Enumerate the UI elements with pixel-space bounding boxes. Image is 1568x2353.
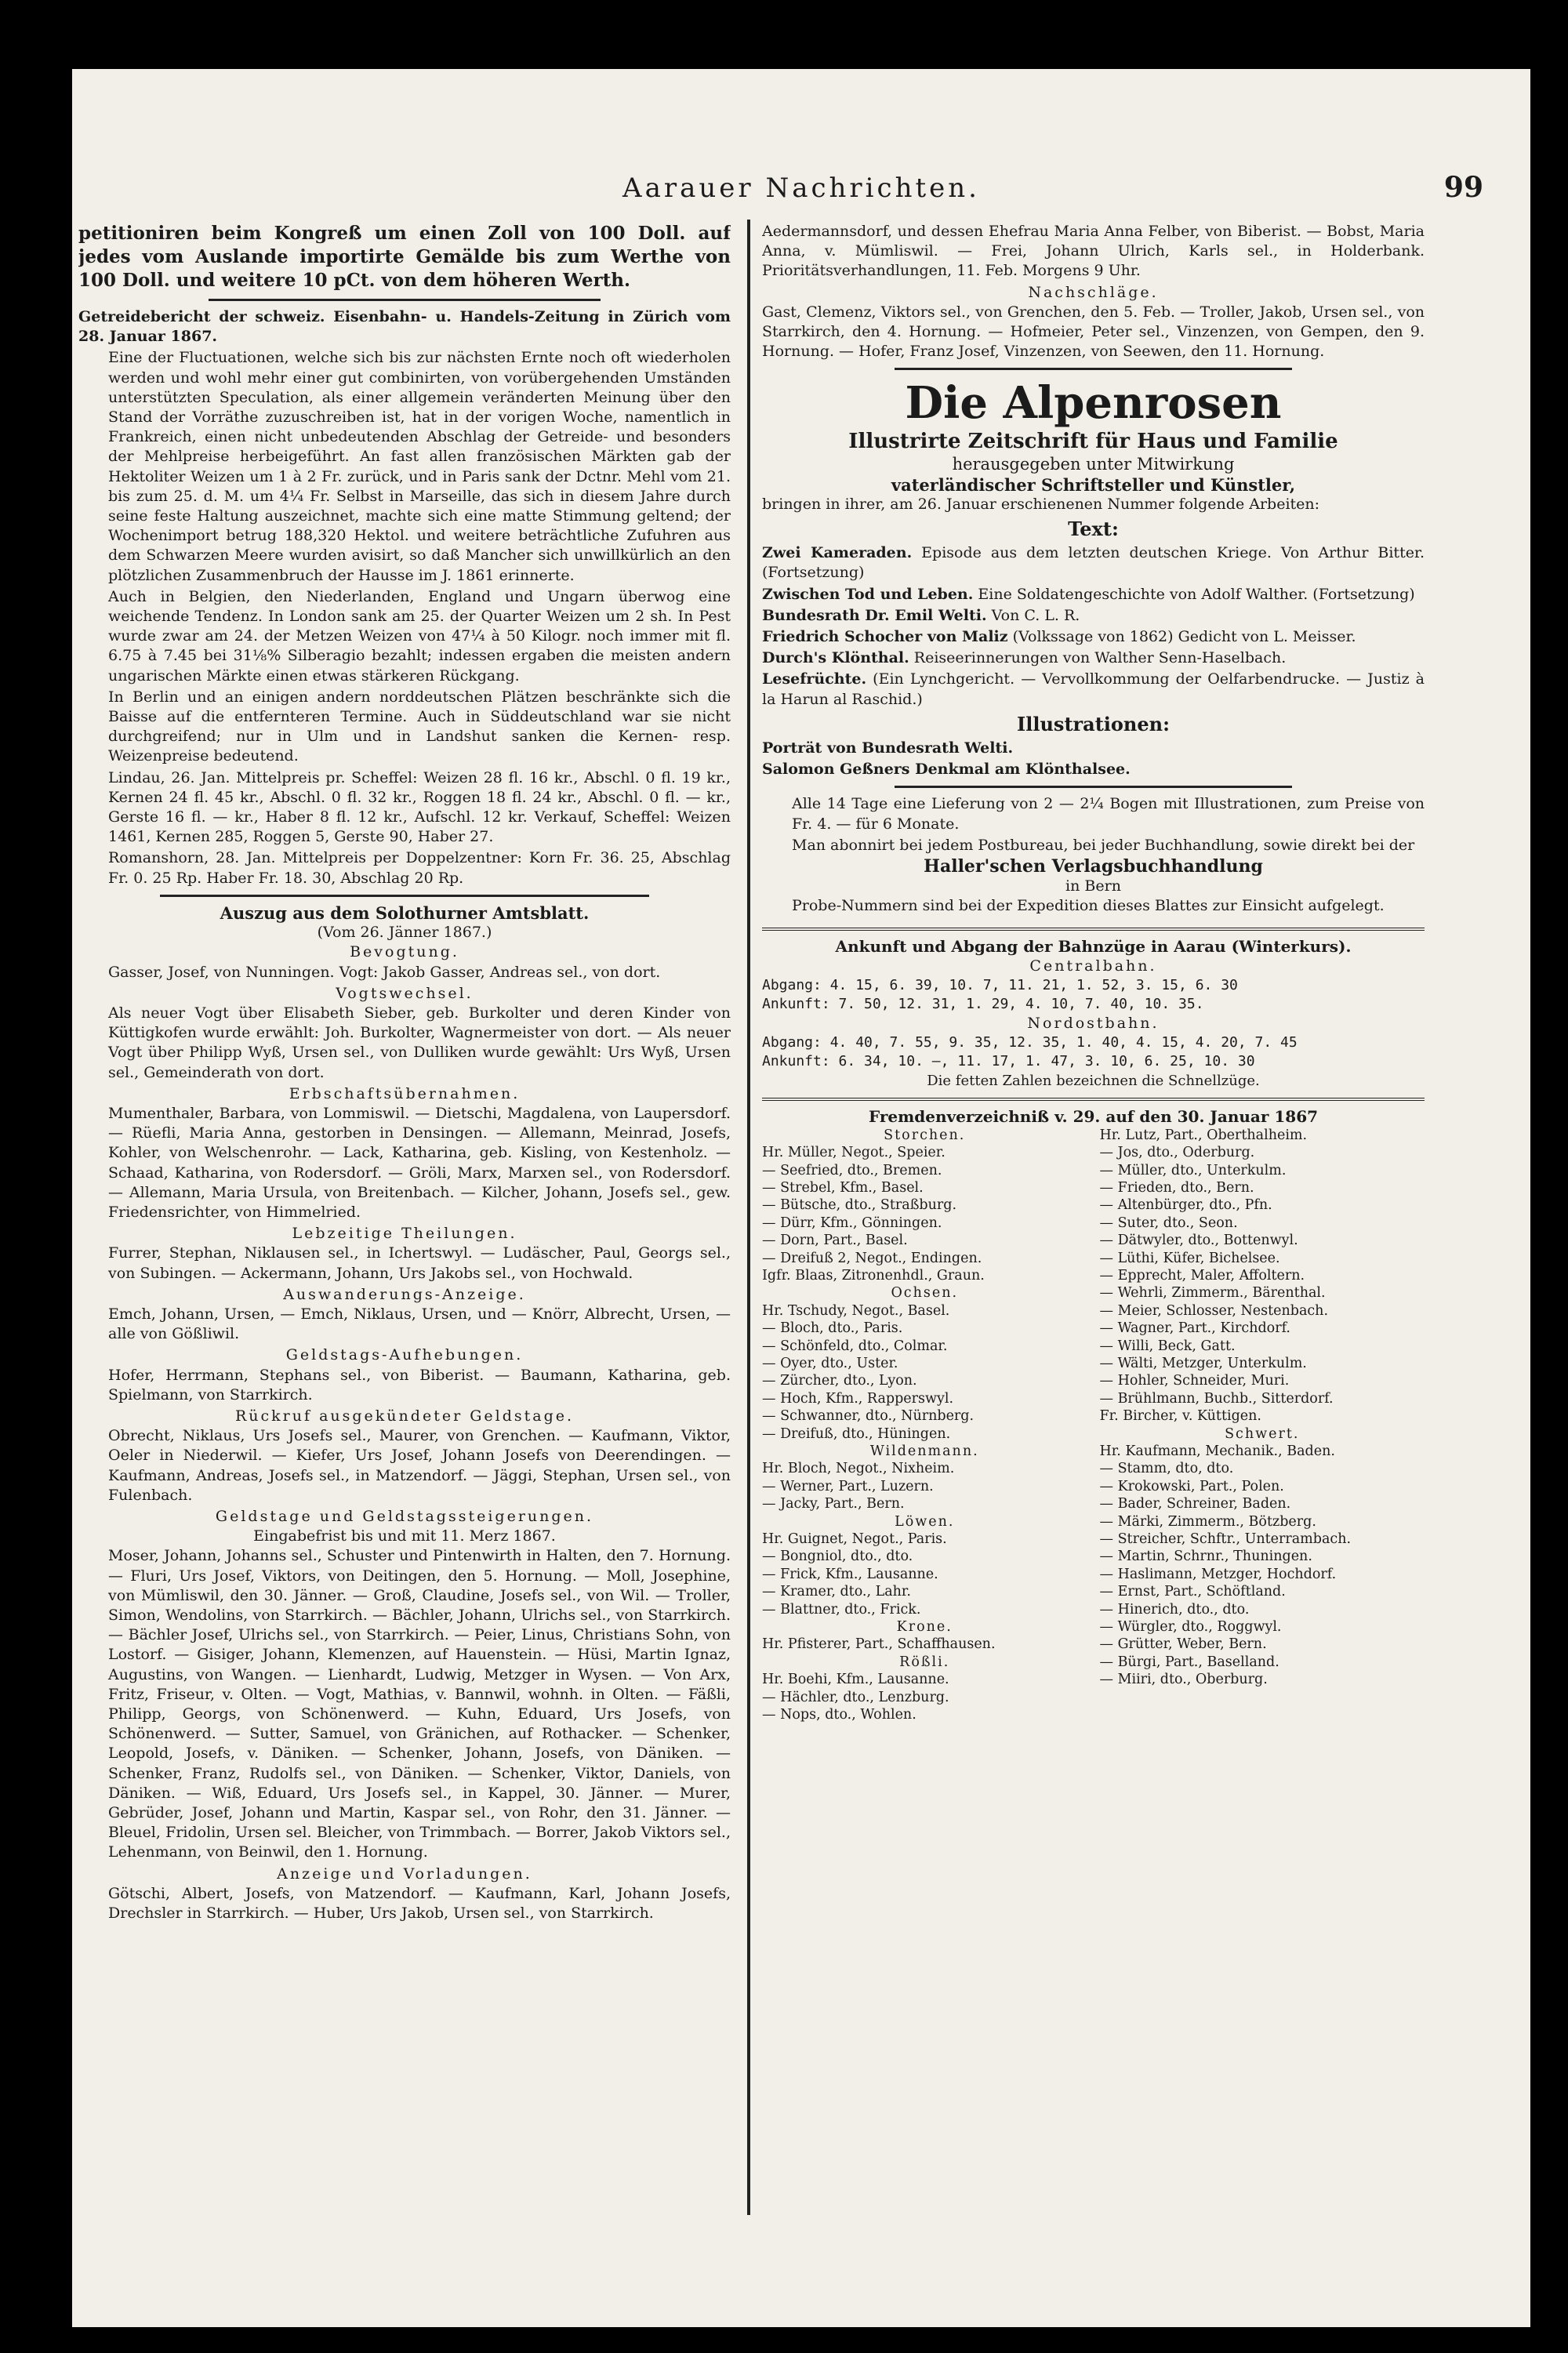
market-price-paragraph: Lindau, 26. Jan. Mittelpreis pr. Scheffel: Weizen 28 fl. 16 kr., Abschl. 0 fl. 19 kr., Kernen 24 fl. 45 kr., Abschl. 0 fl. 32 kr., Roggen 18 fl. 24 kr., Abschl. 0 fl. — kr., Gerste 16 fl. — kr., Haber 8 fl. 12 kr., Aufschl. 12 kr. Verkauf, Scheffel: Weizen 1461, Kernen 285, Roggen 5, Gerste 90, Haber 27. [108,768,731,846]
alpenrosen-item-text: Episode aus dem letzten deutschen Kriege. Von Arthur Bitter. (Fortsetzung) [762,544,1425,582]
guest-entry: — Wagner, Part., Kirchdorf. [1099,1320,1290,1337]
guest-entry: Hr. Bloch, Negot., Nixheim. [762,1461,955,1477]
left-column [78,222,731,1925]
section-text: Gasser, Josef, von Nunningen. Vogt: Jakob Gasser, Andreas sel., von dort. [108,963,661,981]
guest-entry: — Frieden, dto., Bern. [1099,1179,1254,1196]
alpenrosen-item [762,648,1425,668]
guest-entry: — Schönfeld, dto., Colmar. [762,1338,948,1354]
divider-rule [895,368,1292,370]
guest-entry: Hr. Kaufmann, Mechanik., Baden. [1099,1443,1335,1460]
section-heading: Auswanderungs-Anzeige. [283,1285,526,1303]
column-divider [747,220,750,2215]
guest-entry: — Streicher, Schftr., Unterrambach. [1099,1531,1352,1548]
section-heading: Geldstags-Aufhebungen. [285,1346,524,1364]
guest-entry: — Suter, dto., Seon. [1099,1215,1238,1231]
guest-entry: — Müller, dto., Unterkulm. [1099,1162,1287,1178]
guest-entry: — Willi, Beck, Gatt. [1099,1338,1236,1354]
divider-rule [762,1098,1425,1101]
arrival-label: Ankunft: [762,996,830,1013]
section-heading: Anzeige und Vorladungen. [277,1865,532,1883]
guest-entry: Fr. Bircher, v. Küttigen. [1099,1408,1261,1425]
guest-entry: — Zürcher, dto., Lyon. [762,1373,917,1389]
departure-label: Abgang: [762,977,822,994]
guest-entry: — Wehrli, Zimmerm., Bärenthal. [1099,1285,1326,1302]
alpenrosen-illustrations [762,739,1425,779]
guest-entry: — Hohler, Schneider, Muri. [1099,1373,1290,1389]
guest-entry: — Seefried, dto., Bremen. [762,1162,942,1178]
section-text: Hofer, Herrmann, Stephans sel., von Biberist. — Baumann, Katharina, geb. Spielmann, von Starrkirch. [108,1366,731,1403]
alpenrosen-item [762,585,1425,605]
guest-entry: — Würgler, dto., Roggwyl. [1099,1619,1282,1636]
guest-entry: — Frick, Kfm., Lausanne. [762,1566,938,1582]
guest-entry: — Hächler, dto., Lenzburg. [762,1689,949,1705]
guest-entry: — Altenbürger, dto., Pfn. [1099,1197,1272,1214]
guest-entry: — Bongniol, dto., dto. [762,1549,913,1565]
guest-entry: Hr. Tschudy, Negot., Basel. [762,1302,950,1319]
alpenrosen-subtitle: Illustrirte Zeitschrift für Haus und Familie [848,430,1338,454]
alpenrosen-item-text: (Ein Lynchgericht. — Vervollkommung der Oelfarbendrucke. — Justiz à la Harun al Raschid.) [762,670,1425,708]
page-header [72,172,1530,212]
guest-entry: Hr. Boehi, Kfm., Lausanne. [762,1672,949,1688]
alpenrosen-items [762,543,1425,710]
market-prices [78,768,731,888]
guest-entry: — Hinerich, dto., dto. [1099,1601,1250,1618]
guest-entry: — Märki, Zimmerm., Bötzberg. [1099,1513,1316,1530]
alpenrosen-text-heading: Text: [1068,517,1119,541]
guest-entry: — Epprecht, Maler, Affoltern. [1099,1267,1305,1284]
divider-rule [762,928,1425,931]
alpenrosen-item-title: Zwischen Tod und Leben. [762,585,974,603]
hotel-name: Schwert. [1225,1425,1300,1442]
alpenrosen-illustration: Porträt von Bundesrath Welti. [762,739,1014,757]
guest-entry: — Bloch, dto., Paris. [762,1320,903,1337]
intro-paragraph: petitioniren beim Kongreß um einen Zoll von 100 Doll. auf jedes vom Auslande importirte Gemälde bis zum Werthe von 100 Doll. und weitere 10 pCt. von dem höheren Werth. [78,223,731,291]
section-heading: Lebzeitige Theilungen. [292,1225,517,1243]
section-text: Obrecht, Niklaus, Urs Josefs sel., Maurer, von Grenchen. — Kaufmann, Viktor, Oeler in Niederwil. — Kiefer, Urs Josef, Johann Josefs von Deerendingen. — Kaufmann, Andreas, Josefs sel., in Matzendorf. — Jäggi, Stephan, Ursen sel., von Fulenbach. [108,1427,731,1504]
grain-report-paragraph: Eine der Fluctuationen, welche sich bis zur nächsten Ernte noch oft wiederholen werden und wohl mehr einer gut combinirten, von vorübergehenden Umständen unterstützten Speculation, als einer allgemein veränderten Meinung über den Stand der Vorräthe zuzuschreiben ist, hat in der vorigen Woche, namentlich in Frankreich, einen nicht unbedeutenden Abschlag der Getreide- und besonders der Mehlpreise herbeigeführt. An fast allen französischen Märkten gab der Hektoliter Weizen um 1 à 2 Fr. zurück, und in Paris sank der Dctnr. Mehl vom 21. bis zum 25. d. M. um 4¼ Fr. Selbst in Marseille, das sich in diesem Jahre durch seine feste Haltung auszeichnet, machte sich eine matte Stimmung geltend; der Wochenimport betrug 188,320 Hektol. und weitere beträchtliche Zufuhren aus dem Schwarzen Meere wurden avisirt, so daß Mancher sich unwillkürlich an den plötzlichen Zusammenbruch der Hausse im J. 1861 erinnerte. [108,349,731,584]
guest-entry: — Haslimann, Metzger, Hochdorf. [1099,1566,1337,1582]
alpenrosen-advertisement [762,378,1425,916]
right-column [762,222,1425,1724]
alpenrosen-illustration: Salomon Geßners Denkmal am Klönthalsee. [762,761,1131,779]
departure-row [762,1033,1425,1052]
alpenrosen-para3: Probe-Nummern sind bei der Expedition dieses Blattes zur Einsicht aufgelegt. [792,897,1385,915]
guest-entry: — Dreifuß, dto., Hüningen. [762,1425,951,1442]
arrival-times: 7. 50, 12. 31, 1. 29, 4. 10, 7. 40, 10. 35. [838,996,1204,1013]
guest-entry: — Bürgi, Part., Baselland. [1099,1654,1279,1670]
guest-entry: — Grütter, Weber, Bern. [1099,1636,1267,1653]
guest-entry: — Jacky, Part., Bern. [762,1496,905,1512]
page-number: 99 [1443,171,1483,204]
hotel-name: Krone. [896,1619,953,1636]
alpenrosen-illus-heading: Illustrationen: [1017,712,1170,735]
departure-row [762,976,1425,995]
alpenrosen-publisher: Haller'schen Verlagsbuchhandlung [924,856,1263,877]
section-subheading: Eingabefrist bis und mit 11. Merz 1867. [253,1527,556,1545]
guest-entry: — Hoch, Kfm., Rapperswyl. [762,1390,954,1407]
guest-entry: Hr. Lutz, Part., Oberthalheim. [1099,1127,1308,1143]
guest-list-title: Fremdenverzeichniß v. 29. auf den 30. Januar 1867 [868,1106,1319,1126]
alpenrosen-city: in Bern [1065,877,1121,895]
hotel-name: Löwen. [895,1513,955,1530]
section-text: Als neuer Vogt über Elisabeth Sieber, geb. Burkolter und deren Kinder von Küttigkofen wurde erwählt: Joh. Burkolter, Wagnermeister von dort. — Als neuer Vogt über Philipp Wyß, Ursen sel., von Dulliken wurde gewählt: Urs Wyß, Ursen sel., Gemeinderath von dort. [108,1004,731,1081]
section-text: Mumenthaler, Barbara, von Lommiswil. — Dietschi, Magdalena, von Laupersdorf. — Rüefli, Maria Anna, gestorben in Densingen. — Allemann, Meinrad, Josefs, Kohler, von Welschenrohr. — Lack, Katharina, geb. Kisling, von Kestenholz. — Schaad, Katharina, von Rodersdorf. — Gröli, Marx, Marxen sel., von Rodersdorf. — Allemann, Maria Ursula, von Breitenbach. — Kilcher, Johann, Josefs sel., gew. Friedensrichter, von Himmelried. [108,1104,731,1221]
guest-entry: — Strebel, Kfm., Basel. [762,1179,924,1196]
grain-report-body [78,348,731,766]
guest-entry: — Meier, Schlosser, Nestenbach. [1099,1302,1329,1319]
alpenrosen-item [762,543,1425,583]
guest-list [762,1127,1425,1724]
guest-list-column-2 [1100,1127,1425,1724]
guest-entry: — Dreifuß 2, Negot., Endingen. [762,1250,982,1266]
guest-entry: — Dürr, Kfm., Gönningen. [762,1215,942,1231]
hotel-name: Rößli. [899,1654,950,1670]
amtsblatt-title: Auszug aus dem Solothurner Amtsblatt. [220,902,590,923]
guest-entry: — Wälti, Metzger, Unterkulm. [1099,1355,1307,1371]
alpenrosen-para1: Alle 14 Tage eine Lieferung von 2 — 2¼ Bogen mit Illustrationen, zum Preise von Fr. 4. — für 6 Monate. [792,795,1425,833]
section-heading: Erbschaftsübernahmen. [289,1084,521,1102]
section-heading: Bevogtung. [350,943,459,961]
alpenrosen-item [762,627,1425,647]
guest-entry: — Nops, dto., Wohlen. [762,1707,916,1723]
divider-rule [895,786,1292,788]
guest-entry: — Kramer, dto., Lahr. [762,1584,911,1600]
guest-entry: — Jos, dto., Oderburg. [1099,1145,1255,1161]
alpenrosen-item [762,670,1425,709]
guest-entry: Hr. Müller, Negot., Speier. [762,1145,946,1161]
hotel-name: Wildenmann. [869,1443,979,1460]
alpenrosen-line1: herausgegeben unter Mitwirkung [952,455,1235,474]
guest-entry: — Martin, Schrnr., Thuningen. [1099,1549,1312,1565]
guest-entry: Hr. Pfisterer, Part., Schaffhausen. [762,1636,996,1653]
departure-times: 4. 40, 7. 55, 9. 35, 12. 35, 1. 40, 4. 15, 4. 20, 7. 45 [829,1034,1298,1051]
guest-entry: — Lüthi, Küfer, Bichelsee. [1099,1250,1280,1266]
alpenrosen-line3: bringen in ihrer, am 26. Januar erschienenen Nummer folgende Arbeiten: [762,495,1320,513]
guest-entry: — Ernst, Part., Schöftland. [1099,1584,1286,1600]
section-text: Furrer, Stephan, Niklausen sel., in Ichertswyl. — Ludäscher, Paul, Georgs sel., von Subingen. — Ackermann, Johann, Urs Jakobs sel., von Hochwald. [108,1244,731,1282]
railway-name: Nordostbahn. [1027,1015,1160,1033]
train-schedule-note: Die fetten Zahlen bezeichnen die Schnellzüge. [927,1073,1260,1090]
newspaper-page [72,69,1530,2327]
guest-entry: Hr. Guignet, Negot., Paris. [762,1531,947,1548]
newspaper-title: Aarauer Nachrichten. [622,172,980,204]
alpenrosen-item-title: Durch's Klönthal. [762,649,909,667]
guest-entry: — Dorn, Part., Basel. [762,1233,908,1249]
hotel-name: Ochsen. [891,1285,959,1302]
alpenrosen-item-title: Lesefrüchte. [762,670,867,688]
alpenrosen-item-text: (Volkssage von 1862) Gedicht von L. Meisser. [1007,628,1356,646]
alpenrosen-title: Die Alpenrosen [905,377,1282,430]
alpenrosen-item-text: Eine Soldatengeschichte von Adolf Walther. (Fortsetzung) [973,585,1415,603]
alpenrosen-para2: Man abonnirt bei jedem Postbureau, bei jeder Buchhandlung, sowie direkt bei der [792,836,1415,854]
guest-entry: — Miiri, dto., Oberburg. [1099,1672,1268,1688]
alpenrosen-item-title: Zwei Kameraden. [762,544,913,562]
departure-times: 4. 15, 6. 39, 10. 7, 11. 21, 1. 52, 3. 15, 6. 30 [829,977,1238,994]
departure-label: Abgang: [762,1034,822,1051]
railway-name: Centralbahn. [1029,957,1157,975]
alpenrosen-item-title: Bundesrath Dr. Emil Welti. [762,606,987,624]
guest-entry: — Brühlmann, Buchb., Sitterdorf. [1099,1390,1334,1407]
amtsblatt-sections [78,942,731,1923]
section-text: Götschi, Albert, Josefs, von Matzendorf. — Kaufmann, Karl, Johann Josefs, Drechsler in Starrkirch. — Huber, Urs Jakob, Ursen sel., von Starrkirch. [108,1884,731,1923]
alpenrosen-item-text: Reiseerinnerungen von Walther Senn-Haselbach. [909,649,1287,667]
alpenrosen-line2: vaterländischer Schriftsteller und Künstler, [891,474,1296,495]
arrival-row [762,995,1425,1014]
alpenrosen-item-text: Von C. L. R. [986,606,1080,624]
guest-list-column-1 [762,1127,1087,1724]
section-heading: Vogtswechsel. [336,984,474,1002]
grain-report-heading: Getreidebericht der schweiz. Eisenbahn- u. Handels-Zeitung in Zürich vom 28. Januar 1867. [78,308,731,346]
section-text: Moser, Johann, Johanns sel., Schuster und Pintenwirth in Halten, den 7. Hornung. — Fluri, Urs Josef, Viktors, von Deitingen, den 5. Hornung. — Moll, Josephine, von Mümliswil, den 30. Jänner. — Groß, Claudine, Josefs sel., von Wil. — Troller, Simon, Wendolins, von Starrkirch. — Bächler, Johann, Ulrichs sel., von Starrkirch. — Bächler Josef, Ulrichs sel., von Starrkirch. — Peier, Linus, Christians Sohn, von Lostorf. — Gisiger, Johann, Klemenzen, auf Hauenstein. — Hüsi, Martin Ignaz, Augustins, von Wangen. — Lienhardt, Ludwig, Metzger in Wysen. — Von Arx, Fritz, Friseur, v. Olten. — Vogt, Mathias, v. Bannwil, wohnh. in Olten. — Fäßli, Philipp, Georgs, von Schönenwerd. — Kuhn, Eduard, Urs Josefs, von Schönenwerd. — Sutter, Samuel, von Gränichen, auf Rothacker. — Schenker, Leopold, Josefs, v. Däniken. — Schenker, Johann, Josefs, von Däniken. — Schenker, Franz, Rudolfs sel., von Däniken. — Schenker, Viktor, Daniels, von Däniken. — Wiß, Eduard, Urs Josefs sel., in Kappel, 30. Jänner. — Murer, Gebrüder, Josef, Johann und Martin, Kaspar sel., von Rohr, den 31. Jänner. — Bleuel, Fridolin, Ursen sel. Bleicher, von Trimmbach. — Borrer, Jakob Viktors sel., Lehenmann, von Beinwil, den 1. Hornung. [108,1547,731,1861]
guest-entry: — Stamm, dto, dto. [1099,1461,1234,1477]
guest-entry: — Blattner, dto., Frick. [762,1601,921,1618]
section-heading: Rückruf ausgekündeter Geldstage. [234,1407,575,1425]
amtsblatt-date: (Vom 26. Jänner 1867.) [317,924,492,942]
hotel-name: Storchen. [884,1127,966,1143]
guest-entry: — Bader, Schreiner, Baden. [1099,1496,1291,1512]
guest-entry: Igfr. Blaas, Zitronenhdl., Graun. [762,1267,985,1284]
grain-report-paragraph: Auch in Belgien, den Niederlanden, England und Ungarn überwog eine weichende Tendenz. In London sank am 25. der Quarter Weizen um 2 sh. In Pest wurde zwar am 24. der Metzen Weizen von 47¼ à 50 Kilogr. noch immer mit fl. 6.75 à 7.45 bei 31⅛% Silberagio bezahlt; indessen ergaben die meisten andern ungarischen Märkte einen etwas stärkeren Rückgang. [108,587,731,684]
guest-entry: — Schwanner, dto., Nürnberg. [762,1408,975,1425]
nachschlaege-title: Nachschläge. [1028,283,1159,301]
continued-paragraph: Aedermannsdorf, und dessen Ehefrau Maria Anna Felber, von Biberist. — Bobst, Maria Anna, v. Mümliswil. — Frei, Johann Ulrich, Karls sel., in Holderbank. Prioritätsverhandlungen, 11. Feb. Morgens 9 Uhr. [762,223,1425,280]
guest-entry: — Krokowski, Part., Polen. [1099,1478,1284,1494]
section-text: Emch, Johann, Ursen, — Emch, Niklaus, Ursen, und — Knörr, Albrecht, Ursen, — alle von Gößliwil. [108,1305,731,1343]
guest-entry: — Oyer, dto., Uster. [762,1355,898,1371]
nachschlaege-text: Gast, Clemenz, Viktors sel., von Grenchen, den 5. Feb. — Troller, Jakob, Ursen sel., von Starrkirch, den 4. Hornung. — Hofmeier, Peter sel., Vinzenzen, von Gempen, den 9. Hornung. — Hofer, Franz Josef, Vinzenzen, von Seewen, den 11. Hornung. [762,303,1425,361]
grain-report-paragraph: In Berlin und an einigen andern norddeutschen Plätzen beschränkte sich die Baisse auf die entfernteren Termine. Auch in Süddeutschland war sie nicht durchgreifend; nur in Ulm und in Landshut sanken die Kernen- resp. Weizenpreise bedeutend. [108,688,731,765]
market-price-paragraph: Romanshorn, 28. Jan. Mittelpreis per Doppelzentner: Korn Fr. 36. 25, Abschlag Fr. 0. 25 Rp. Haber Fr. 18. 30, Abschlag 20 Rp. [108,849,731,887]
arrival-row [762,1052,1425,1071]
guest-entry: — Bütsche, dto., Straßburg. [762,1197,957,1214]
guest-entry: — Werner, Part., Luzern. [762,1478,934,1494]
arrival-times: 6. 34, 10. —, 11. 17, 1. 47, 3. 10, 6. 25, 10. 30 [838,1053,1255,1070]
divider-rule [209,299,600,301]
guest-entry: — Dätwyler, dto., Bottenwyl. [1099,1233,1298,1249]
arrival-label: Ankunft: [762,1053,830,1070]
alpenrosen-item [762,606,1425,626]
alpenrosen-item-title: Friedrich Schocher von Maliz [762,628,1008,646]
train-schedule [762,957,1425,1071]
divider-rule [160,895,649,897]
train-schedule-title: Ankunft und Abgang der Bahnzüge in Aarau (Winterkurs). [835,936,1352,956]
section-heading: Geldstage und Geldstagssteigerungen. [215,1507,594,1525]
